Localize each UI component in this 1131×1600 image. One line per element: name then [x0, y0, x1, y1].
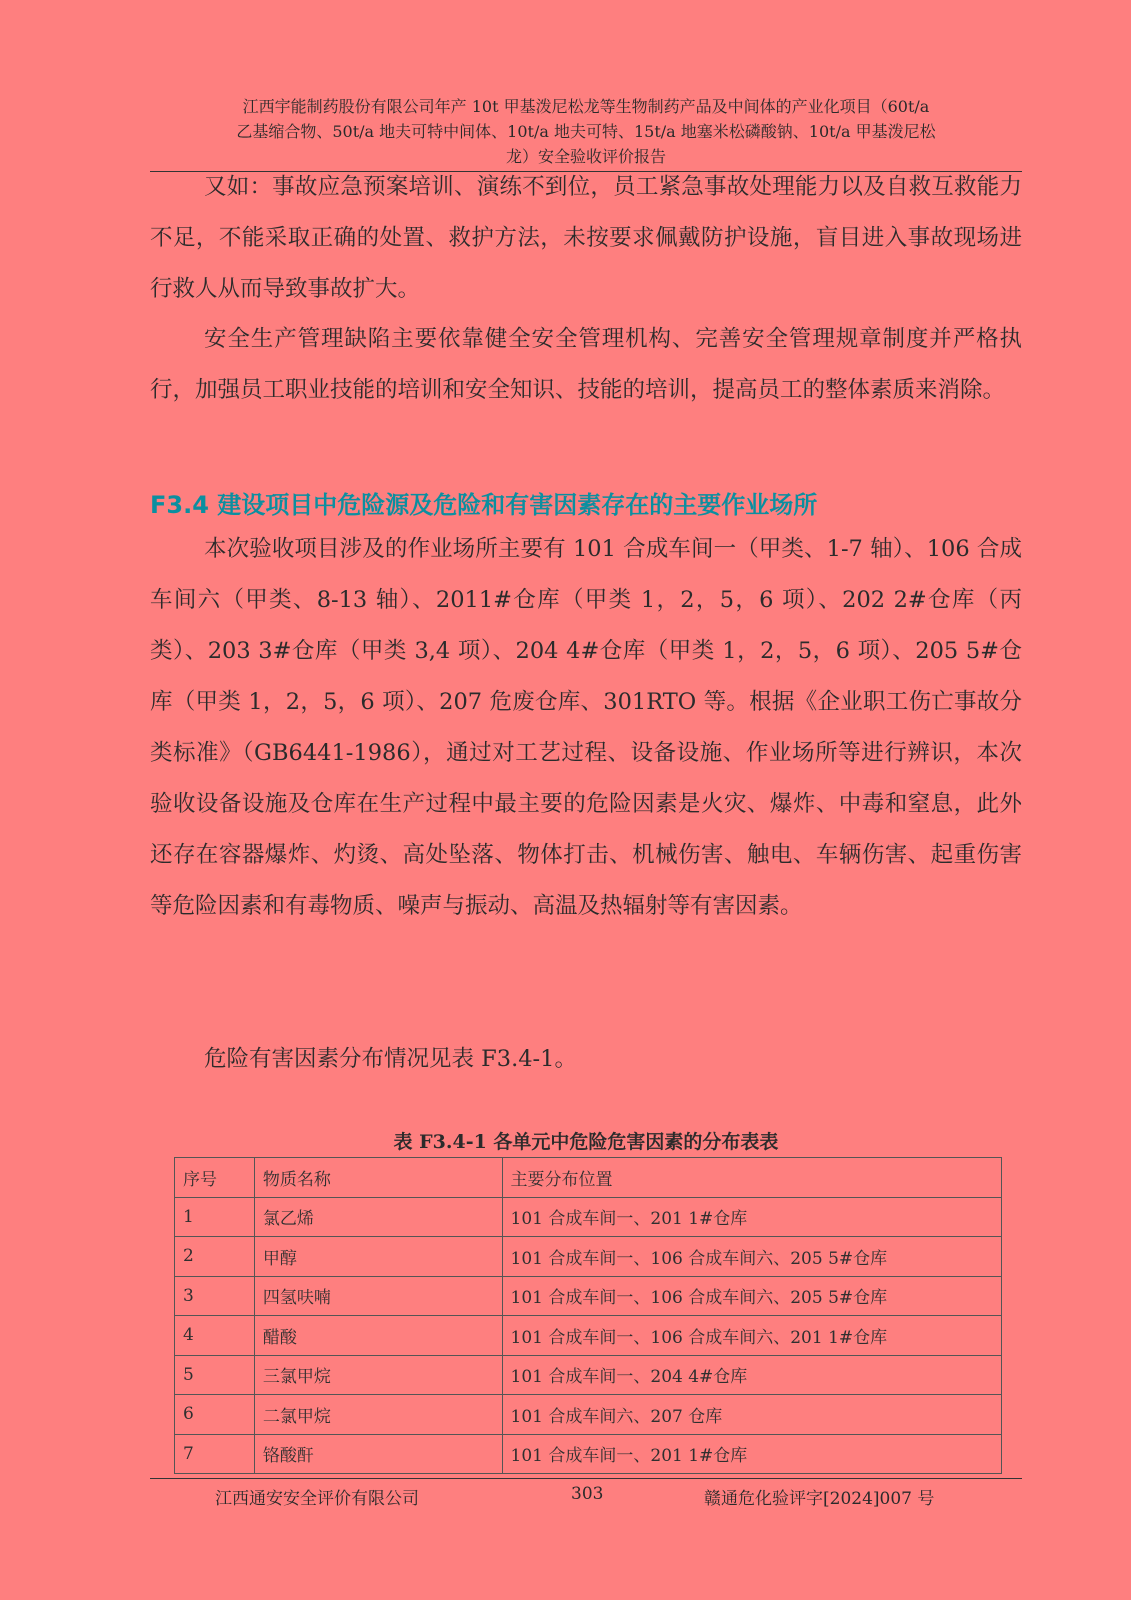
header-cell-location: 主要分布位置	[502, 1158, 1001, 1198]
cell-substance: 甲醇	[254, 1237, 502, 1277]
paragraph-safety-management: 安全生产管理缺陷主要依靠健全安全管理机构、完善安全管理规章制度并严格执行，加强员工职业技能的培训和安全知识、技能的培训，提高员工的整体素质来消除。	[150, 326, 1022, 403]
table-row	[175, 1197, 1002, 1237]
header-line-1: 江西宇能制药股份有限公司年产 10t 甲基泼尼松龙等生物制药产品及中间体的产业化项目（60t/a	[242, 97, 930, 116]
cell-location: 101 合成车间一、201 1#仓库	[502, 1197, 1001, 1237]
paragraph-emergency-training: 又如：事故应急预案培训、演练不到位，员工紧急事故处理能力以及自救互救能力不足，不能采取正确的处置、救护方法，未按要求佩戴防护设施，盲目进入事故现场进行救人从而导致事故扩大。	[150, 174, 1022, 302]
header-cell-substance: 物质名称	[254, 1158, 502, 1198]
table-row	[175, 1395, 1002, 1435]
cell-substance: 三氯甲烷	[254, 1355, 502, 1395]
table-header-row	[175, 1158, 1002, 1198]
table-row	[175, 1276, 1002, 1316]
cell-substance: 醋酸	[254, 1316, 502, 1356]
table-caption: 表 F3.4-1 各单元中危险危害因素的分布表表	[393, 1131, 779, 1153]
cell-index: 7	[175, 1434, 255, 1474]
cell-index: 1	[175, 1197, 255, 1237]
table-row	[175, 1434, 1002, 1474]
header-line-2: 乙基缩合物、50t/a 地夫可特中间体、10t/a 地夫可特、15t/a 地塞米松磷酸钠、10t/a 甲基泼尼松	[236, 122, 936, 141]
table-row	[175, 1237, 1002, 1277]
cell-substance: 二氯甲烷	[254, 1395, 502, 1435]
paragraph-table-reference: 危险有害因素分布情况见表 F3.4-1。	[204, 1046, 577, 1072]
cell-location: 101 合成车间一、106 合成车间六、205 5#仓库	[502, 1237, 1001, 1277]
footer-document-number: 赣通危化验评字[2024]007 号	[704, 1489, 935, 1509]
table-row	[175, 1355, 1002, 1395]
cell-index: 2	[175, 1237, 255, 1277]
cell-location: 101 合成车间一、204 4#仓库	[502, 1355, 1001, 1395]
cell-substance: 氯乙烯	[254, 1197, 502, 1237]
cell-location: 101 合成车间一、106 合成车间六、205 5#仓库	[502, 1276, 1001, 1316]
paragraph-work-sites: 本次验收项目涉及的作业场所主要有 101 合成车间一（甲类、1-7 轴）、106 合成车间六（甲类、8-13 轴）、2011#仓库（甲类 1，2，5，6 项）、202 2#仓库（丙类）、203 3#仓库（甲类 3,4 项）、204 4#仓库（甲类 1，2，5，6 项）、205 5#仓库（甲类 1，2，5，6 项）、207 危废仓库、301RTO 等。根据《企业职工伤亡事故分类标准》（GB6441-1986），通过对工艺过程、设备设施、作业场所等进行辨识，本次验收设备设施及仓库在生产过程中最主要的危险因素是火灾、爆炸、中毒和窒息，此外还存在容器爆炸、灼烫、高处坠落、物体打击、机械伤害、触电、车辆伤害、起重伤害等危险因素和有毒物质、噪声与振动、高温及热辐射等有害因素。	[150, 536, 1022, 919]
hazard-distribution-table	[174, 1157, 1002, 1474]
cell-substance: 四氢呋喃	[254, 1276, 502, 1316]
cell-location: 101 合成车间一、201 1#仓库	[502, 1434, 1001, 1474]
cell-index: 6	[175, 1395, 255, 1435]
table-row	[175, 1316, 1002, 1356]
page-header	[150, 94, 1022, 169]
cell-index: 3	[175, 1276, 255, 1316]
section-heading-f3-4: F3.4 建设项目中危险源及危险和有害因素存在的主要作业场所	[150, 491, 818, 519]
cell-index: 5	[175, 1355, 255, 1395]
cell-index: 4	[175, 1316, 255, 1356]
cell-location: 101 合成车间六、207 仓库	[502, 1395, 1001, 1435]
cell-location: 101 合成车间一、106 合成车间六、201 1#仓库	[502, 1316, 1001, 1356]
header-cell-index: 序号	[175, 1158, 255, 1198]
footer-company: 江西通安安全评价有限公司	[215, 1489, 419, 1509]
footer-page-number: 303	[571, 1484, 604, 1504]
header-line-3: 龙）安全验收评价报告	[505, 147, 666, 166]
cell-substance: 铬酸酐	[254, 1434, 502, 1474]
footer-divider	[150, 1478, 1022, 1479]
